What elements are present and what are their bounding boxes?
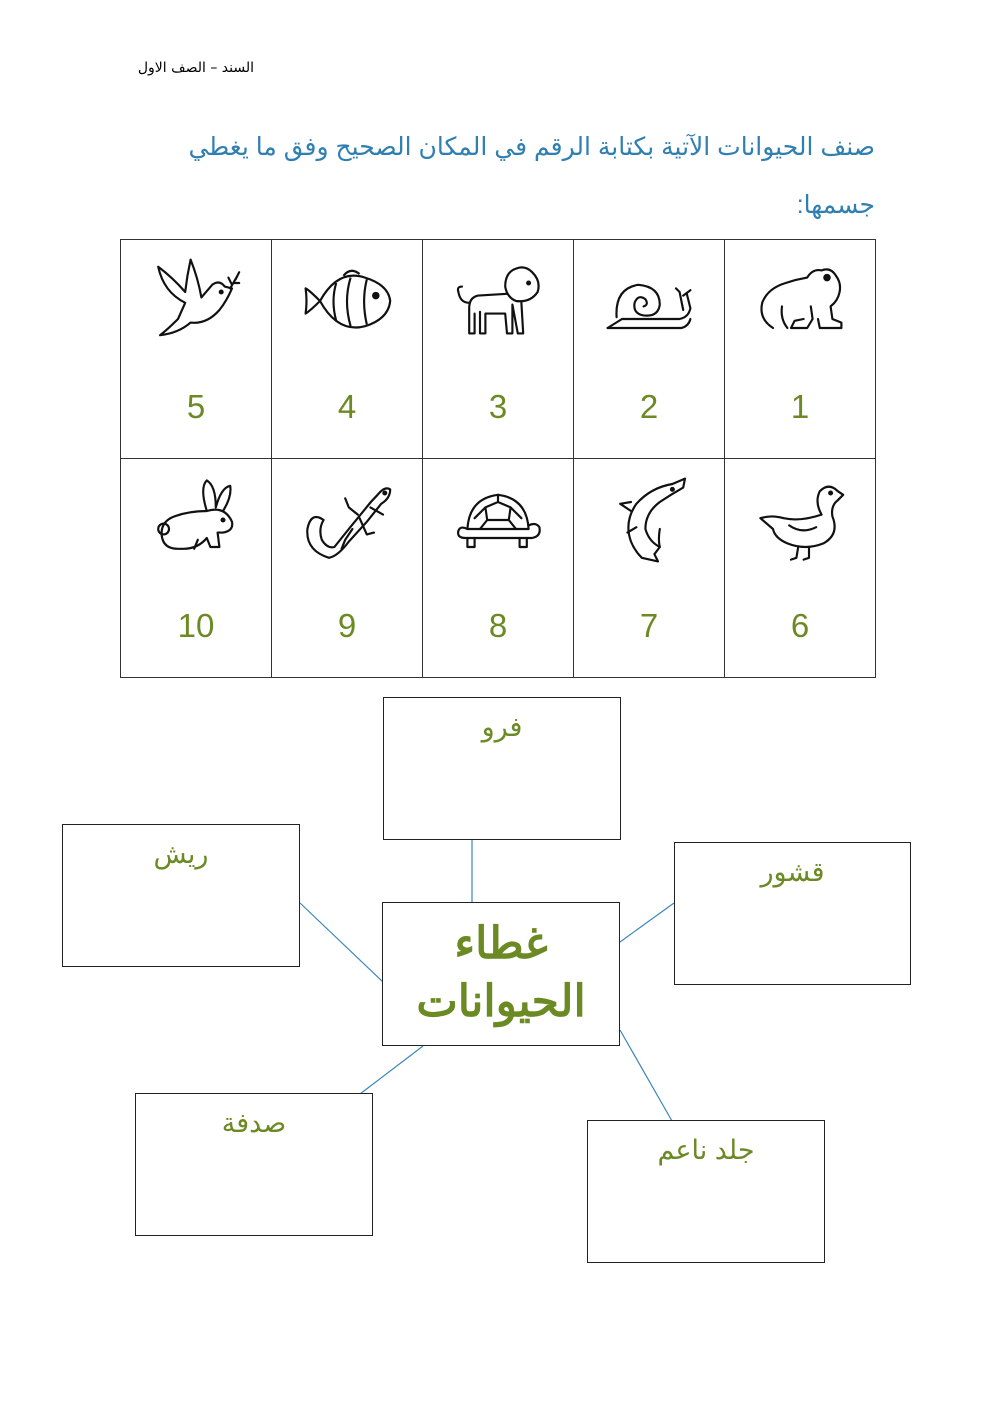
category-label: فرو xyxy=(481,712,523,742)
category-box-shell[interactable] xyxy=(135,1093,373,1236)
category-box-scales[interactable] xyxy=(674,842,911,985)
center-title-line2: الحيوانات xyxy=(416,977,586,1026)
center-title xyxy=(383,915,619,1031)
animal-number: 9 xyxy=(337,607,357,644)
category-label: ريش xyxy=(153,839,209,869)
animal-number: 4 xyxy=(337,388,357,425)
instruction-text: صنف الحيوانات الآتية بكتابة الرقم في المكان الصحيح وفق ما يغطي جسمها: xyxy=(188,133,875,219)
category-label: جلد ناعم xyxy=(657,1135,755,1165)
animal-number: 1 xyxy=(790,388,810,425)
category-label: قشور xyxy=(760,857,825,887)
center-box xyxy=(382,902,620,1046)
connector-line xyxy=(300,903,383,982)
category-label: صدفة xyxy=(221,1108,287,1138)
category-box-fur[interactable] xyxy=(383,697,621,840)
category-box-feathers[interactable] xyxy=(62,824,300,967)
animal-number: 7 xyxy=(639,607,659,644)
animal-number: 3 xyxy=(488,388,508,425)
animal-number: 6 xyxy=(790,607,810,644)
category-box-smooth-skin[interactable] xyxy=(587,1120,825,1263)
animal-number: 2 xyxy=(639,388,659,425)
connector-line xyxy=(360,1046,423,1094)
connector-line xyxy=(620,1030,672,1121)
animal-number: 5 xyxy=(186,388,206,425)
animal-number: 10 xyxy=(177,607,215,644)
animal-number: 8 xyxy=(488,607,508,644)
center-title-line1: غطاء xyxy=(454,919,548,968)
worksheet-header: السند – الصف الاول xyxy=(137,60,254,76)
connector-line xyxy=(620,903,674,942)
